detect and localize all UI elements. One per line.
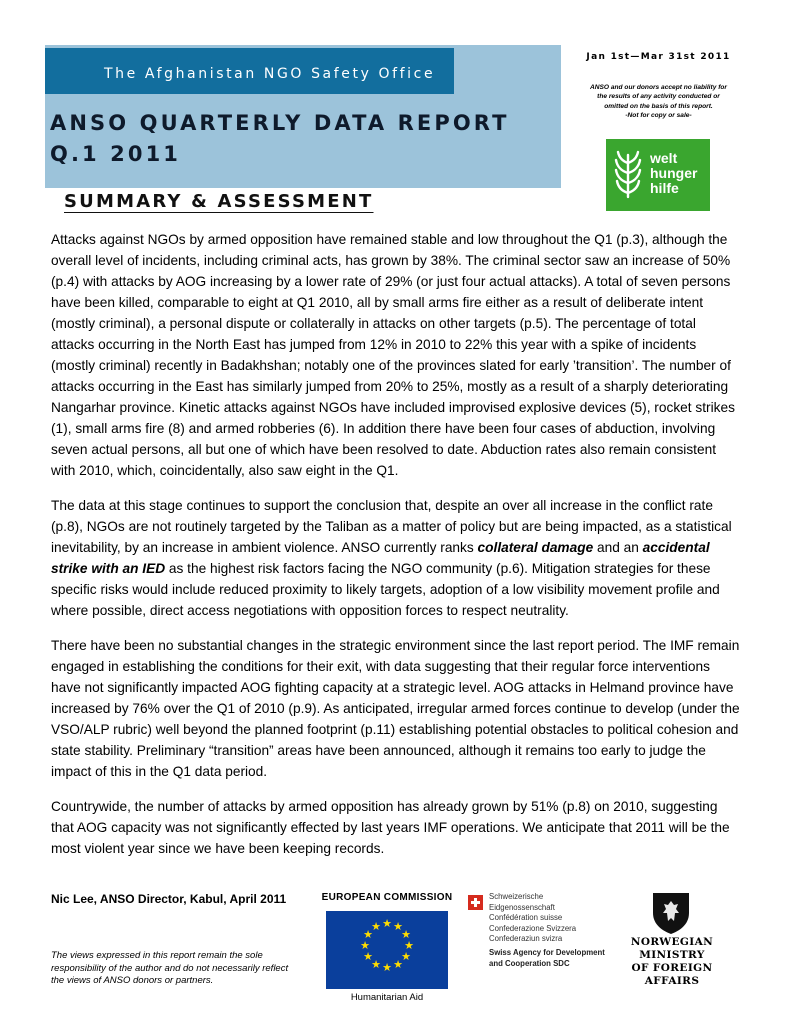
svg-text:★: ★	[393, 920, 403, 933]
organization-name: The Afghanistan NGO Safety Office	[104, 66, 436, 82]
paragraph-1: Attacks against NGOs by armed opposition have remained stable and low throughout the Q1 (p.3), although the overall level of incidents, including criminal acts, has grown by 38%. The criminal sector saw an increase of 50% (p.4) with attacks by AOG increasing by a lower rate of 29% (or just four actual attacks). A total of seven persons have been killed, comparable to eight at Q1 2010, all by small arms fire either as a result of deliberate intent (mostly criminal), a personal dispute or collaterally in attacks on other targets (p.5). The percentage of total attacks occurring in the North East has jumped from 12% in 2010 to 22% this year with a spike of incidents (mostly criminal) recently in Badakhshan; notably one of the provinces slated for early ’transition’. The number of attacks occurring in the East has similarly jumped from 20% to 25%, mostly as a result of a sharply deteriorating Nangarhar province. Kinetic attacks against NGOs have included improvised explosive devices (5), rocket strikes (1), small arms fire (8) and armed robberies (6). In addition there have been four cases of abduction, involving seven actual persons, all but one of which have been resolved to date. Abduction rates also remain consistent with 2010, which, coincidentally, also saw eight in the Q1.	[51, 232, 735, 478]
svg-text:★: ★	[382, 917, 392, 930]
swiss-agency-name	[489, 948, 605, 969]
norway-ministry-name	[604, 936, 740, 988]
disclaimer-line: -Not for copy or sale-	[625, 112, 692, 120]
swiss-name-line: Confederaziun svizra	[489, 934, 563, 944]
swiss-cross-icon	[468, 895, 483, 910]
disclaimer	[577, 83, 740, 121]
emphasis-collateral-damage: collateral damage	[477, 540, 594, 555]
svg-text:★: ★	[382, 961, 392, 974]
swiss-name-line: Confédération suisse	[489, 913, 563, 923]
svg-text:★: ★	[363, 950, 373, 963]
wordmark-line: hilfe	[650, 180, 679, 196]
paragraph-2	[51, 495, 741, 621]
paragraph-2-text: The data at this stage continues to support the conclusion that, despite an over all increase in the conflict rate (p.8), NGOs are not routinely targeted by the Taliban as a matter of policy but are being impacted, as a statistical inevitability, by an increase in ambient violence. ANSO currently ranks	[51, 498, 732, 555]
ec-subtitle: Humanitarian Aid	[350, 992, 424, 1003]
ec-title: EUROPEAN COMMISSION	[321, 892, 453, 903]
paragraph-3: There have been no substantial changes in the strategic environment since the last report period. The IMF remain engaged in establishing the conditions for their exit, with data suggesting that their regular force interventions have not significantly impacted AOG fighting capacity at a strategic level. AOG attacks in Helmand province have increased by 76% over the Q1 of 2010 (p.9). As anticipated, irregular armed forces continue to develop (under the VSO/ALP rubric) well beyond the planned footprint (p.11) establishing potential obstacles to political cohesion and state stability. Preliminary “transition” areas have been announced, although it remains too early to judge the impact of this in the Q1 data period.	[51, 638, 740, 779]
norway-name-line: NORWEGIAN MINISTRY	[630, 936, 714, 961]
paragraph-2-text: and an	[593, 540, 643, 555]
report-title-line1: ANSO QUARTERLY DATA REPORT	[50, 111, 510, 135]
report-title	[50, 108, 510, 170]
svg-text:★: ★	[360, 939, 370, 952]
section-title: SUMMARY & ASSESSMENT	[64, 191, 374, 212]
paragraph-2-text: as the highest risk factors facing the NGO community (p.6). Mitigation strategies for these specific risks would include reduced proximity to likely targets, adoption of a low visibility movement profile and where possible, direct access negotiations with opposition forces to respect neutrality.	[51, 561, 720, 618]
swiss-agency-line: Swiss Agency for Development	[489, 948, 605, 957]
disclaimer-line: the results of any activity conducted or	[597, 93, 720, 101]
paragraph-4: Countrywide, the number of attacks by armed opposition has already grown by 51% (p.8) on 2010, suggesting that AOG capacity was not significantly effected by last years IMF operations. We anticipate that 2011 will be the most violent year since we have been keeping records.	[51, 799, 730, 856]
swiss-confederation-names	[489, 892, 605, 945]
swiss-name-line: Schweizerische Eidgenossenschaft	[489, 892, 555, 912]
svg-text:★: ★	[363, 928, 373, 941]
svg-text:★: ★	[371, 920, 381, 933]
svg-text:★: ★	[393, 958, 403, 971]
wordmark-line: welt	[650, 150, 678, 166]
disclaimer-line: omitted on the basis of this report.	[604, 102, 713, 110]
disclaimer-line: ANSO and our donors accept no liability for	[589, 84, 728, 91]
norway-name-line: OF FOREIGN AFFAIRS	[631, 962, 713, 987]
author-signature: Nic Lee, ANSO Director, Kabul, April 2011	[51, 892, 287, 906]
welthungerhilfe-logo	[606, 139, 710, 211]
svg-text:★: ★	[404, 939, 414, 952]
swiss-sdc-logo	[465, 892, 605, 992]
svg-text:★: ★	[371, 958, 381, 971]
summary-body	[51, 229, 741, 873]
wordmark-line: hunger	[650, 165, 698, 181]
norway-crest-icon	[649, 889, 693, 935]
swiss-name-line: Confederazione Svizzera	[489, 923, 577, 933]
norway-ministry-logo	[604, 889, 740, 987]
eu-flag-icon	[326, 911, 448, 989]
views-disclaimer: The views expressed in this report remain the sole responsibility of the author and do not necessarily reflect the views of ANSO donors or partners.	[51, 950, 289, 986]
report-title-line2: Q.1 2011	[50, 142, 181, 166]
welthungerhilfe-wordmark	[650, 151, 697, 196]
swiss-agency-line: and Cooperation SDC	[489, 958, 570, 968]
emphasis-accidental-strike: accidental strike with an IED	[51, 540, 710, 576]
eu-stars-icon	[326, 911, 448, 989]
svg-text:★: ★	[401, 928, 411, 941]
report-period: Jan 1st—Mar 31st 2011	[586, 52, 731, 62]
wheat-icon	[612, 149, 644, 201]
european-commission-logo	[318, 892, 456, 1007]
svg-text:★: ★	[401, 950, 411, 963]
